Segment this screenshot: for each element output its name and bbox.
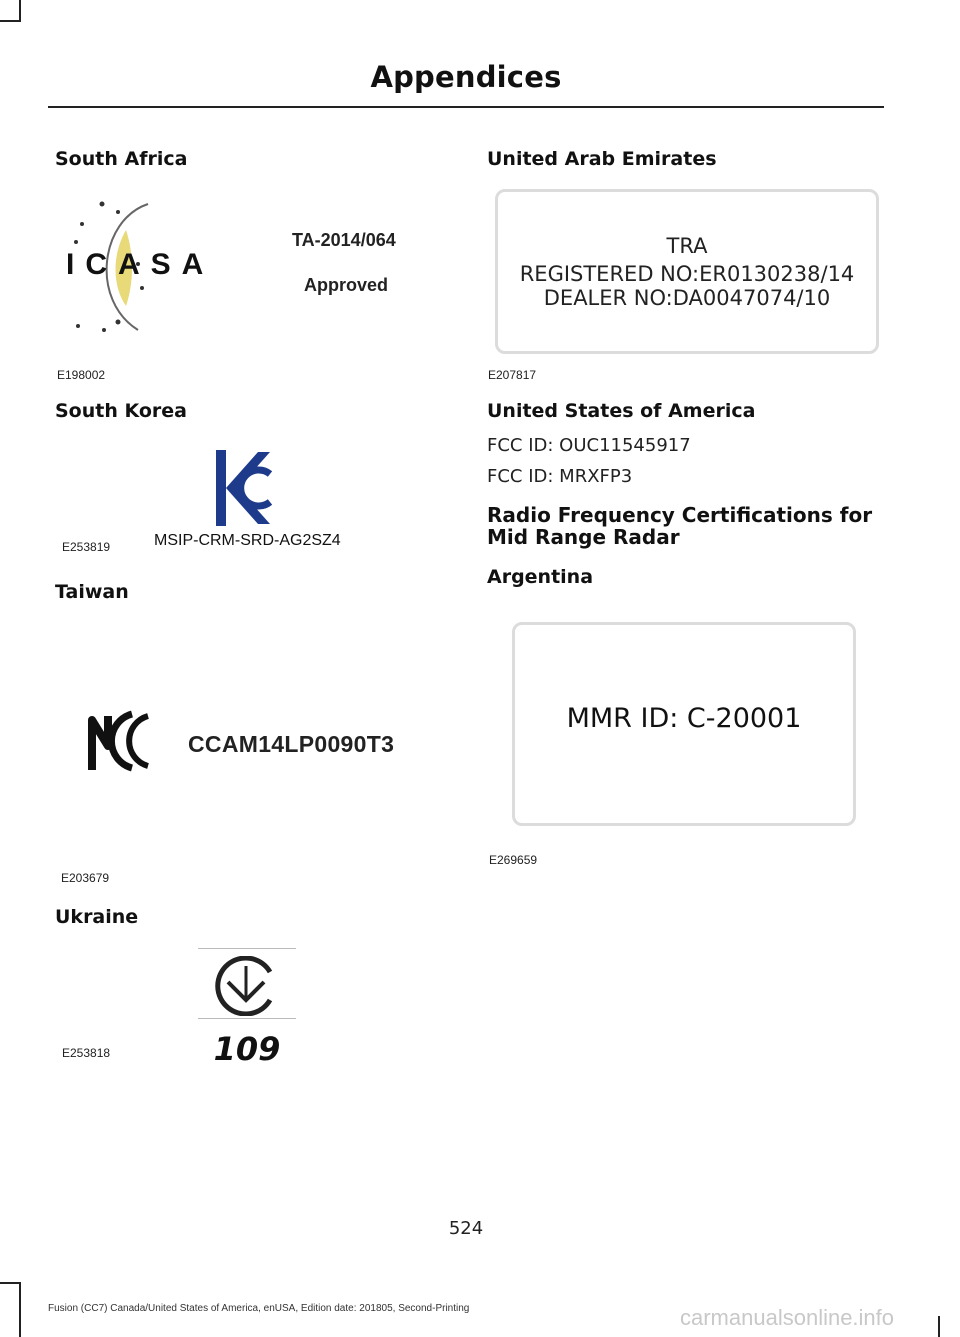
ukraine-conformity-icon	[214, 956, 280, 1016]
approved-label: Approved	[304, 275, 389, 295]
figure-code: E253818	[62, 1046, 111, 1060]
heading-argentina: Argentina	[487, 566, 594, 588]
fcc-id-1: FCC ID: OUC11545917	[487, 435, 691, 456]
footer-edition: Fusion (CC7) Canada/United States of America, enUSA, Edition date: 201805, Second-Printing	[48, 1303, 470, 1314]
crop-mark	[0, 1282, 21, 1284]
figure-code: E207817	[488, 368, 537, 382]
uae-label-box	[495, 189, 879, 354]
crop-mark	[19, 1282, 21, 1337]
figure-code: E269659	[489, 853, 538, 867]
crop-mark	[19, 0, 21, 22]
heading-usa: United States of America	[487, 400, 756, 422]
uae-line-dealer: DEALER NO:DA0047074/10	[543, 286, 831, 310]
crop-mark	[938, 1316, 940, 1337]
page-header	[48, 60, 884, 108]
ncc-logo-icon	[88, 706, 160, 776]
figure-code: E198002	[57, 368, 106, 382]
heading-radar-line1: Radio Frequency Certifications for	[487, 503, 873, 527]
ta-code: TA-2014/064	[292, 230, 396, 250]
ukraine-mark-number: 109	[213, 1030, 281, 1068]
heading-radar-line2: Mid Range Radar	[487, 525, 680, 549]
figure-code: E203679	[61, 871, 110, 885]
uae-line-tra: TRA	[666, 234, 708, 258]
mmr-id: MMR ID: C-20001	[566, 703, 802, 734]
ccam-code: CCAM14LP0090T3	[188, 731, 395, 757]
icasa-letters: ICASA	[66, 248, 215, 281]
kc-mark-icon	[214, 448, 272, 528]
ukraine-mark-top-line	[198, 948, 296, 949]
page-number: 524	[448, 1218, 484, 1239]
figure-code: E253819	[62, 540, 111, 554]
argentina-label-box	[512, 622, 856, 826]
watermark: carmanualsonline.info	[680, 1305, 895, 1330]
crop-mark	[0, 20, 21, 22]
heading-south-korea: South Korea	[55, 400, 188, 422]
heading-uae: United Arab Emirates	[487, 148, 717, 170]
uae-line-registered: REGISTERED NO:ER0130238/14	[519, 262, 855, 286]
heading-ukraine: Ukraine	[55, 906, 139, 928]
ukraine-mark-bottom-line	[198, 1018, 296, 1019]
kc-code: MSIP-CRM-SRD-AG2SZ4	[154, 532, 341, 549]
heading-south-africa: South Africa	[55, 148, 188, 170]
page-title: Appendices	[370, 60, 562, 94]
fcc-id-2: FCC ID: MRXFP3	[487, 466, 633, 487]
heading-taiwan: Taiwan	[55, 581, 129, 603]
